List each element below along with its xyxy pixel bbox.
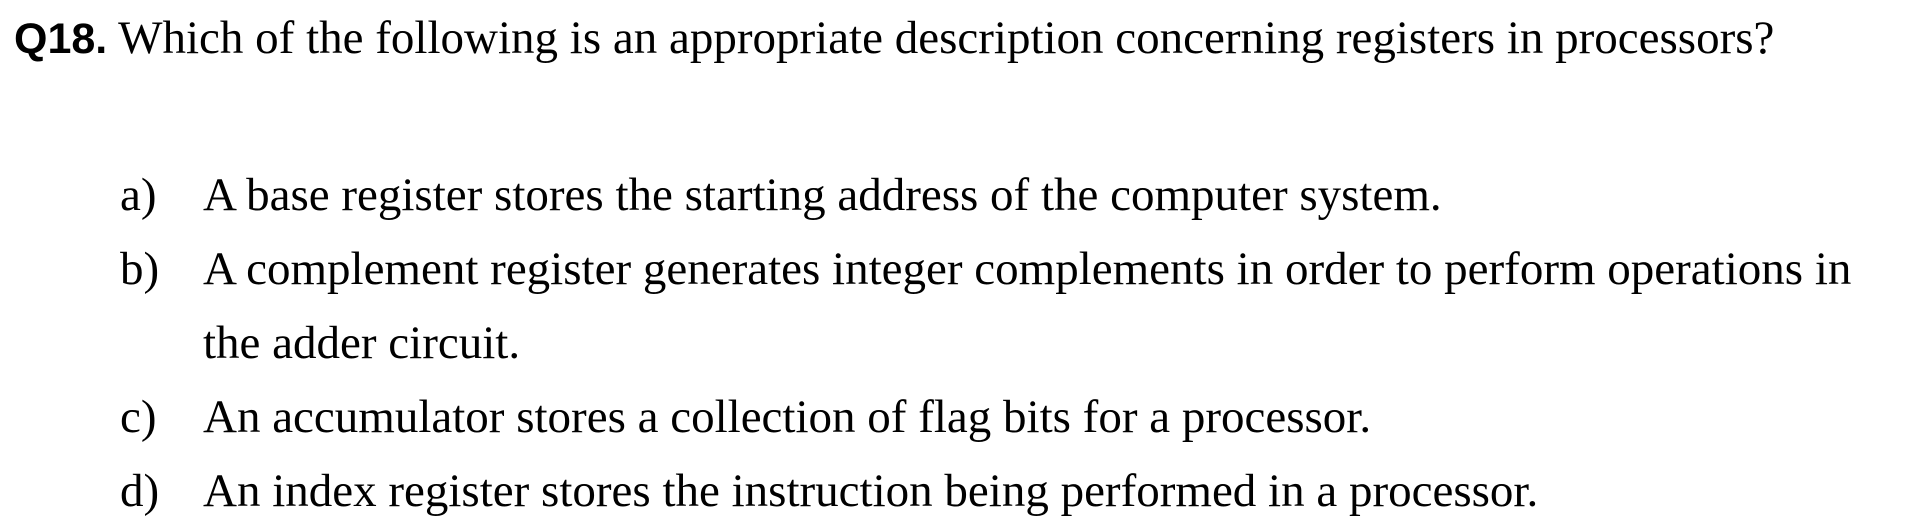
option-letter: c) — [120, 391, 157, 443]
answer-options — [120, 158, 1915, 528]
question-stem — [14, 8, 1774, 69]
option-text: A base register stores the starting address of the computer system. — [203, 169, 1442, 221]
option-text: An index register stores the instruction being performed in a processor. — [203, 465, 1539, 517]
option-letter: d) — [120, 465, 160, 517]
option-text: A complement register generates integer complements in order to perform operations in the adder circuit. — [203, 243, 1852, 369]
question-text: Which of the following is an appropriate description concerning registers in processors? — [118, 12, 1775, 64]
option-d — [120, 454, 1915, 528]
option-text: An accumulator stores a collection of flag bits for a processor. — [203, 391, 1372, 443]
option-b — [120, 232, 1915, 380]
option-c — [120, 380, 1915, 454]
question-number: Q18. — [14, 15, 108, 63]
option-a — [120, 158, 1915, 232]
option-letter: a) — [120, 169, 157, 221]
option-letter: b) — [120, 243, 160, 295]
